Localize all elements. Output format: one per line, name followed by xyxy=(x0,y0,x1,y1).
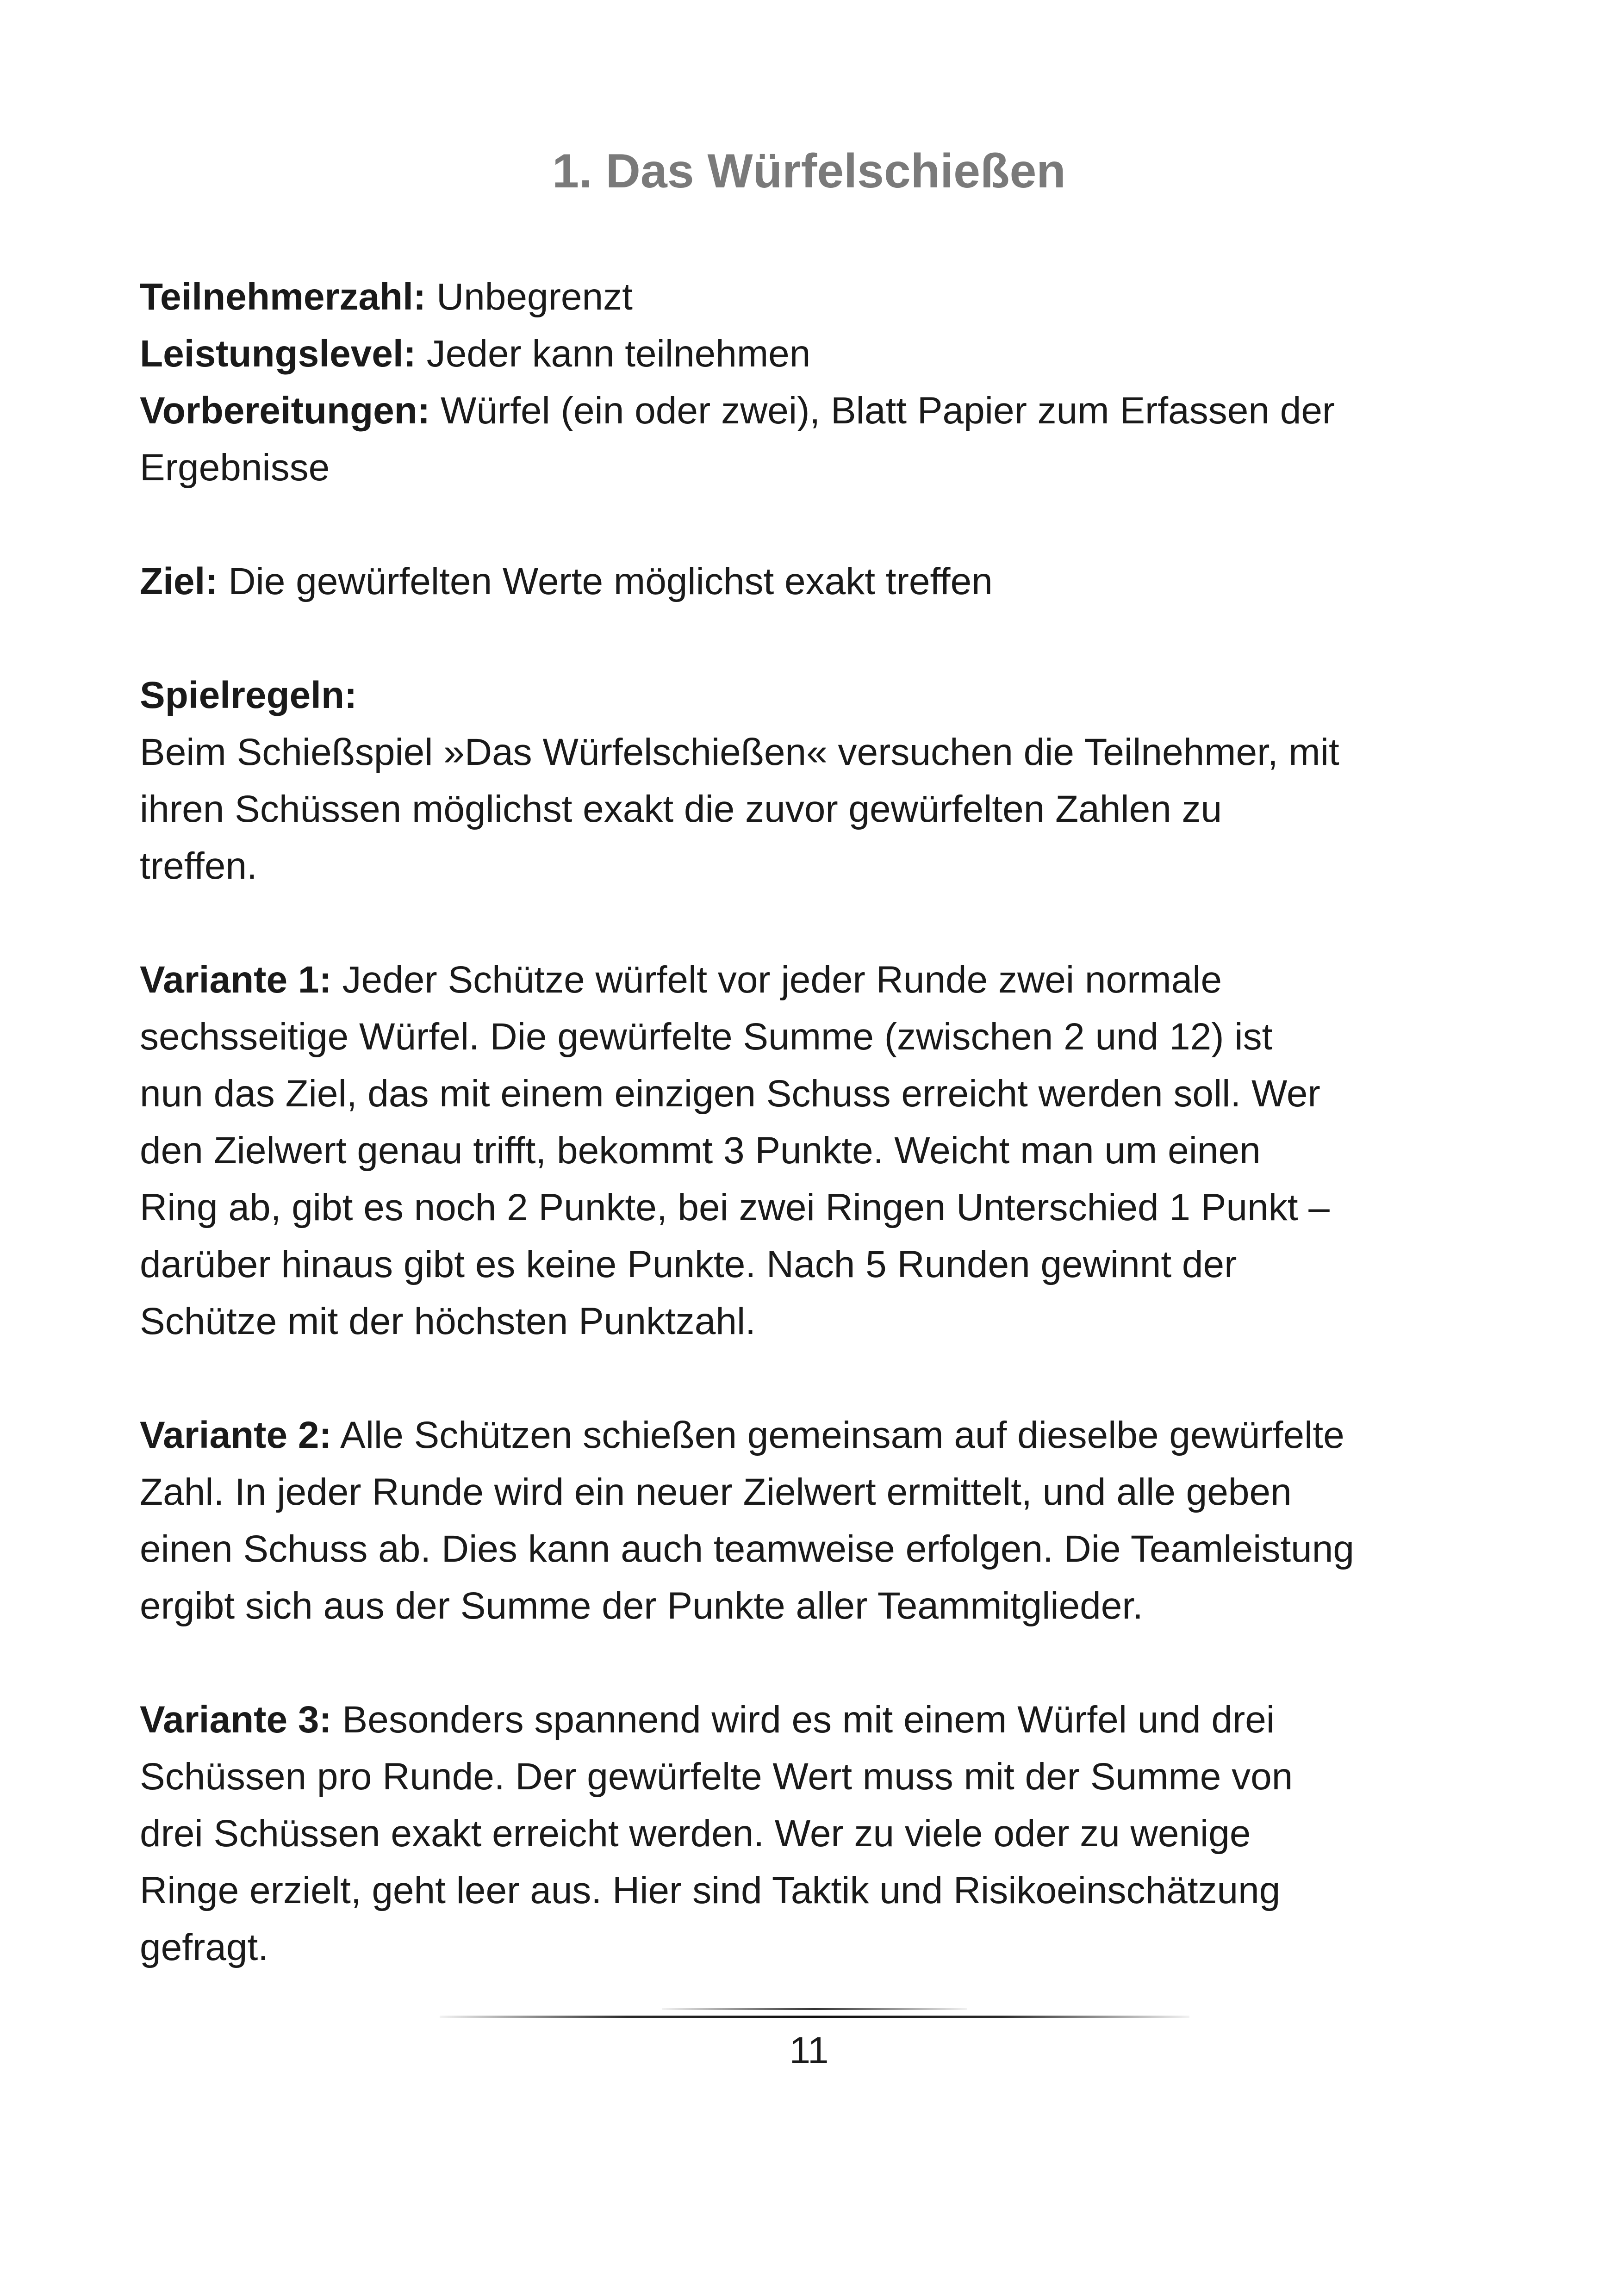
page-content xyxy=(140,268,1491,1976)
variante-1-intro: Jeder Schütze würfelt vor jeder Runde zwei normale xyxy=(331,959,1222,1001)
variante-2-intro: Alle Schützen schießen gemeinsam auf dieselbe gewürfelte xyxy=(331,1414,1344,1456)
footer-separator xyxy=(440,2007,1189,2021)
info-teilnehmerzahl xyxy=(140,268,1491,325)
variante-1-text-line: sechsseitige Würfel. Die gewürfelte Summe (zwischen 2 und 12) ist xyxy=(140,1016,1273,1058)
variante-3-text-line: drei Schüssen exakt erreicht werden. Wer zu viele oder zu wenige xyxy=(140,1812,1251,1855)
separator-line-main xyxy=(440,2016,1189,2018)
spielregeln-text-line: ihren Schüssen möglichst exakt die zuvor gewürfelten Zahlen zu xyxy=(140,788,1222,830)
variante-1-label: Variante 1: xyxy=(140,959,332,1001)
variante-3-label: Variante 3: xyxy=(140,1699,332,1741)
spacer xyxy=(140,1634,1491,1691)
variante-2-text-line: Zahl. In jeder Runde wird ein neuer Zielwert ermittelt, und alle geben xyxy=(140,1471,1292,1513)
spielregeln-text-line: treffen. xyxy=(140,845,257,887)
variante-3-first-line xyxy=(140,1691,1491,1748)
variante-3-text-line: gefragt. xyxy=(140,1926,269,1968)
variante-3-intro: Besonders spannend wird es mit einem Würfel und drei xyxy=(331,1699,1275,1741)
spacer xyxy=(140,894,1491,951)
ziel-value: Die gewürfelten Werte möglichst exakt treffen xyxy=(218,560,993,602)
leistungslevel-value: Jeder kann teilnehmen xyxy=(416,333,811,375)
variante-1-text-line: den Zielwert genau trifft, bekommt 3 Punkte. Weicht man um einen xyxy=(140,1129,1261,1172)
variante-2-text-line: ergibt sich aus der Summe der Punkte aller Teammitglieder. xyxy=(140,1585,1143,1627)
spacer xyxy=(140,1350,1491,1407)
ziel-label: Ziel: xyxy=(140,560,218,602)
variante-1-text-line: Schütze mit der höchsten Punktzahl. xyxy=(140,1300,756,1342)
spielregeln-heading: Spielregeln: xyxy=(140,674,357,716)
page-number: 11 xyxy=(789,2029,829,2072)
teilnehmerzahl-label: Teilnehmerzahl: xyxy=(140,276,426,318)
spacer xyxy=(140,496,1491,553)
variante-1-first-line xyxy=(140,951,1491,1008)
teilnehmerzahl-value: Unbegrenzt xyxy=(426,276,633,318)
info-vorbereitungen-continued: Ergebnisse xyxy=(140,447,330,489)
ziel-line xyxy=(140,553,1491,610)
separator-line-top xyxy=(662,2008,967,2010)
variante-2-text-line: einen Schuss ab. Dies kann auch teamweise erfolgen. Die Teamleistung xyxy=(140,1528,1354,1570)
variante-2-first-line xyxy=(140,1407,1491,1464)
variante-1-text-line: Ring ab, gibt es noch 2 Punkte, bei zwei Ringen Unterschied 1 Punkt – xyxy=(140,1186,1330,1229)
vorbereitungen-label: Vorbereitungen: xyxy=(140,390,430,432)
vorbereitungen-value: Würfel (ein oder zwei), Blatt Papier zum Erfassen der xyxy=(430,390,1335,432)
variante-3-text-line: Schüssen pro Runde. Der gewürfelte Wert muss mit der Summe von xyxy=(140,1756,1293,1798)
variante-1-text-line: nun das Ziel, das mit einem einzigen Schuss erreicht werden soll. Wer xyxy=(140,1073,1320,1115)
info-vorbereitungen xyxy=(140,382,1491,439)
variante-1-text-line: darüber hinaus gibt es keine Punkte. Nach 5 Runden gewinnt der xyxy=(140,1243,1237,1285)
spielregeln-text-line: Beim Schießspiel »Das Würfelschießen« versuchen die Teilnehmer, mit xyxy=(140,731,1339,773)
leistungslevel-label: Leistungslevel: xyxy=(140,333,416,375)
spacer xyxy=(140,610,1491,667)
variante-2-label: Variante 2: xyxy=(140,1414,332,1456)
variante-3-text-line: Ringe erzielt, geht leer aus. Hier sind Taktik und Risikoeinschätzung xyxy=(140,1869,1281,1911)
info-leistungslevel xyxy=(140,325,1491,382)
page-title: 1. Das Würfelschießen xyxy=(552,144,1066,198)
